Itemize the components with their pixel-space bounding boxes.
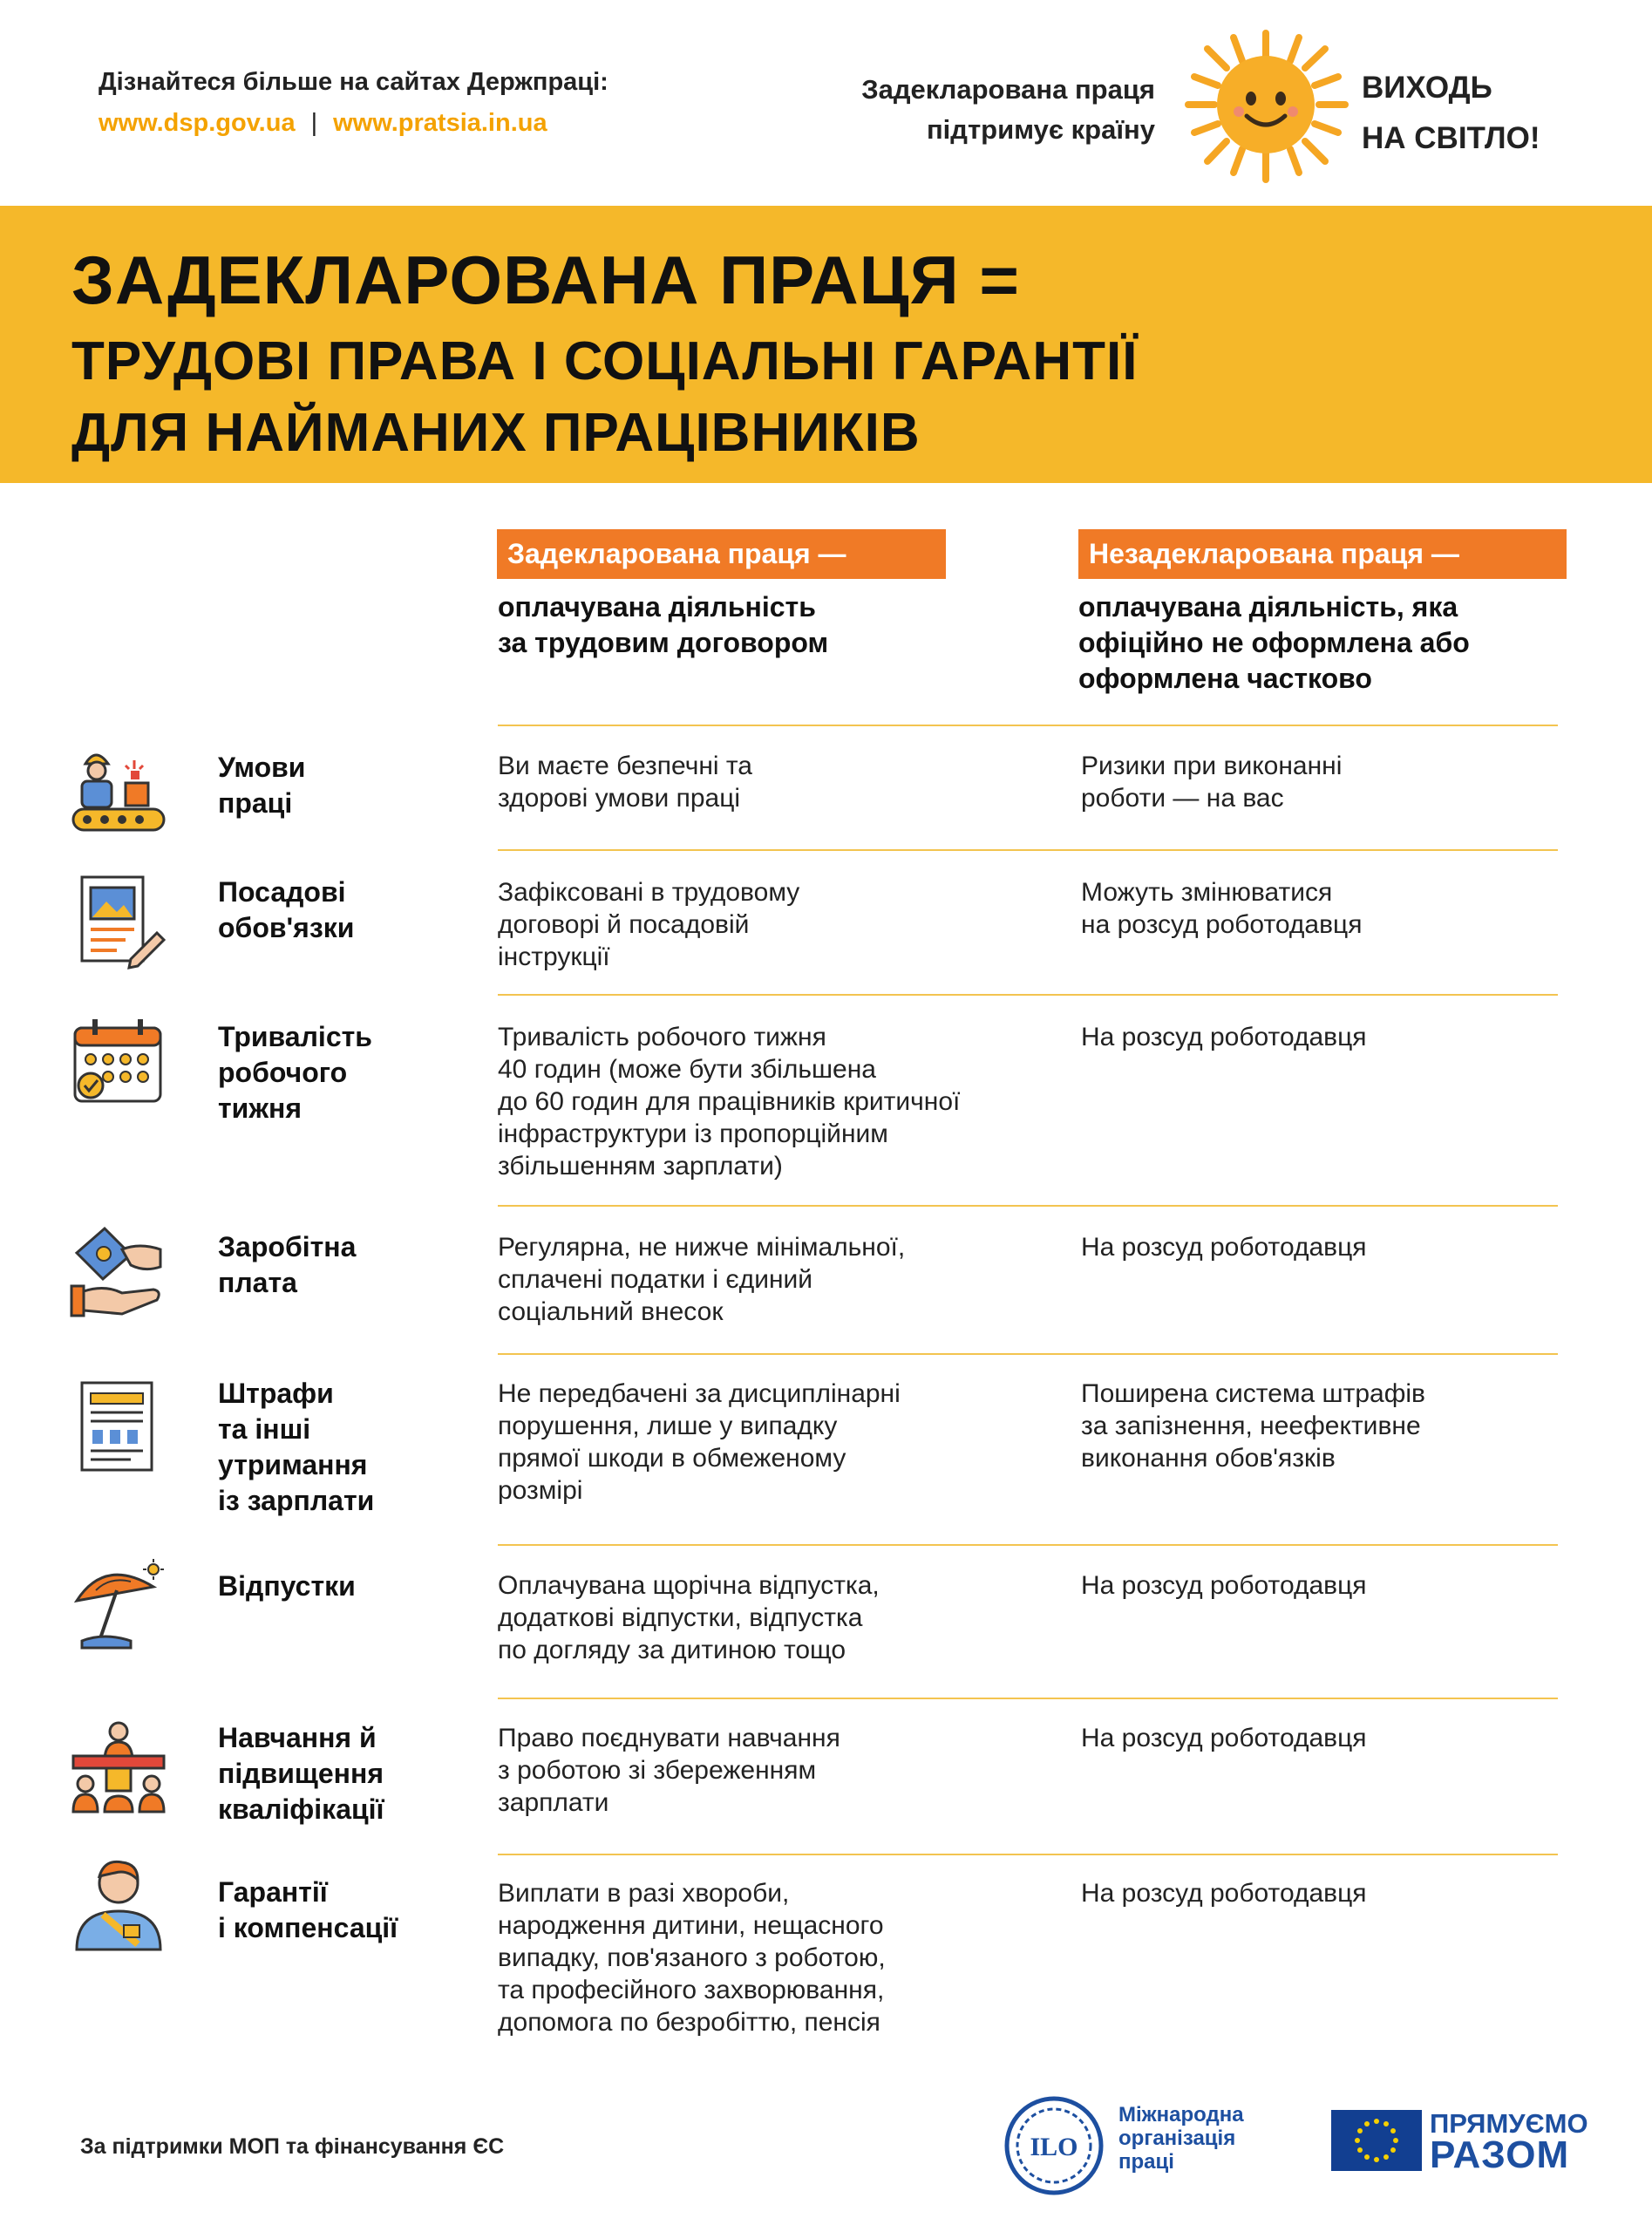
declared-cell: Виплати в разі хвороби, народження дитини, нещасного випадку, пов'язаного з роботою, та професійного захворювання, допомога по безробіттю, пенсія	[498, 1879, 886, 2037]
salary-hands-icon	[70, 1223, 167, 1321]
top-info	[99, 68, 608, 138]
support-note: За підтримки МОП та фінансування ЄС	[80, 2134, 505, 2159]
eu-flag-icon	[1331, 2110, 1422, 2171]
declared-cell: Ви маєте безпечні та здорові умови праці	[498, 752, 752, 813]
row-divider	[498, 1205, 1558, 1207]
worker-conveyor-icon	[70, 739, 167, 837]
beach-umbrella-icon	[70, 1557, 167, 1655]
campaign-title: ВИХОДЬ НА СВІТЛО!	[1362, 71, 1540, 155]
row-label-fines: Штрафи та інші утримання із зарплати	[218, 1378, 375, 1516]
info-links	[99, 109, 608, 138]
undeclared-cell: На розсуд роботодавця	[1081, 1879, 1367, 1908]
row-divider	[498, 1698, 1558, 1699]
declared-column-tag: Задекларована праця —	[497, 529, 946, 579]
undeclared-cell: На розсуд роботодавця	[1081, 1571, 1367, 1600]
row-divider	[498, 1353, 1558, 1355]
row-label-vacations: Відпустки	[218, 1570, 356, 1602]
undeclared-cell: На розсуд роботодавця	[1081, 1724, 1367, 1752]
declared-cell: Зафіксовані в трудовому договорі й посадовій інструкції	[498, 878, 800, 971]
slogan: Задекларована праця підтримує країну	[861, 74, 1155, 145]
training-speaker-icon	[70, 1718, 167, 1815]
declared-cell: Не передбачені за дисциплінарні порушення, лише у випадку прямої шкоди в обмеженому розмірі	[498, 1379, 901, 1505]
row-label-job-duties: Посадові обов'язки	[218, 876, 355, 943]
declared-cell: Право поєднувати навчання з роботою зі збереженням зарплати	[498, 1724, 840, 1817]
link-dsp[interactable]: www.dsp.gov.ua	[99, 109, 296, 137]
sun-mascot-icon	[1181, 24, 1351, 186]
ilo-logo-text: ILO	[1030, 2133, 1078, 2161]
banner-subtitle: ТРУДОВІ ПРАВА І СОЦІАЛЬНІ ГАРАНТІЇ ДЛЯ НАЙМАНИХ ПРАЦІВНИКІВ	[71, 331, 1139, 463]
row-label-training: Навчання й підвищення кваліфікації	[218, 1722, 384, 1825]
undeclared-cell: На розсуд роботодавця	[1081, 1023, 1367, 1051]
declared-cell: Оплачувана щорічна відпустка, додаткові відпустки, відпустка по догляду за дитиною тощо	[498, 1571, 880, 1664]
row-divider	[498, 994, 1558, 996]
row-label-guarantees: Гарантії і компенсації	[218, 1876, 398, 1943]
row-divider	[498, 1854, 1558, 1855]
document-pen-icon	[70, 872, 167, 970]
row-divider	[498, 725, 1558, 726]
undeclared-cell: Ризики при виконанні роботи — на вас	[1081, 752, 1343, 813]
row-divider	[498, 849, 1558, 851]
ilo-name: Міжнародна організація праці	[1118, 2103, 1244, 2174]
row-label-salary: Заробітна плата	[218, 1231, 357, 1298]
info-lead: Дізнайтеся більше на сайтах Держпраці:	[99, 68, 608, 96]
person-badge-icon	[70, 1854, 167, 1951]
undeclared-column-description: оплачувана діяльність, яка офіційно не оформлена або оформлена частково	[1078, 591, 1470, 694]
row-label-working-conditions: Умови праці	[218, 752, 306, 819]
banner-title: ЗАДЕКЛАРОВАНА ПРАЦЯ =	[71, 242, 1020, 318]
title-banner	[0, 206, 1652, 483]
row-divider	[498, 1544, 1558, 1546]
calendar-check-icon	[70, 1016, 167, 1113]
row-label-working-week: Тривалість робочого тижня	[218, 1021, 372, 1124]
undeclared-cell: На розсуд роботодавця	[1081, 1233, 1367, 1262]
ilo-logo-icon	[1003, 2094, 1105, 2197]
payslip-icon	[70, 1378, 167, 1475]
link-separator: |	[310, 109, 318, 137]
declared-cell: Регулярна, не нижче мінімальної, сплачені податки і єдиний соціальний внесок	[498, 1233, 906, 1326]
declared-cell: Тривалість робочого тижня 40 годин (може бути збільшена до 60 годин для працівників критичної інфраструктури із пропорційним збільшенням зарплати)	[498, 1023, 961, 1181]
undeclared-cell: Поширена система штрафів за запізнення, неефективне виконання обов'язків	[1081, 1379, 1425, 1473]
declared-column-description: оплачувана діяльність за трудовим договором	[498, 591, 829, 658]
undeclared-cell: Можуть змінюватися на розсуд роботодавця	[1081, 878, 1363, 939]
undeclared-column-tag: Незадекларована праця —	[1078, 529, 1567, 579]
eu-slogan: ПРЯМУЄМО РАЗОМ	[1430, 2108, 1588, 2176]
link-pratsia[interactable]: www.pratsia.in.ua	[333, 109, 547, 137]
